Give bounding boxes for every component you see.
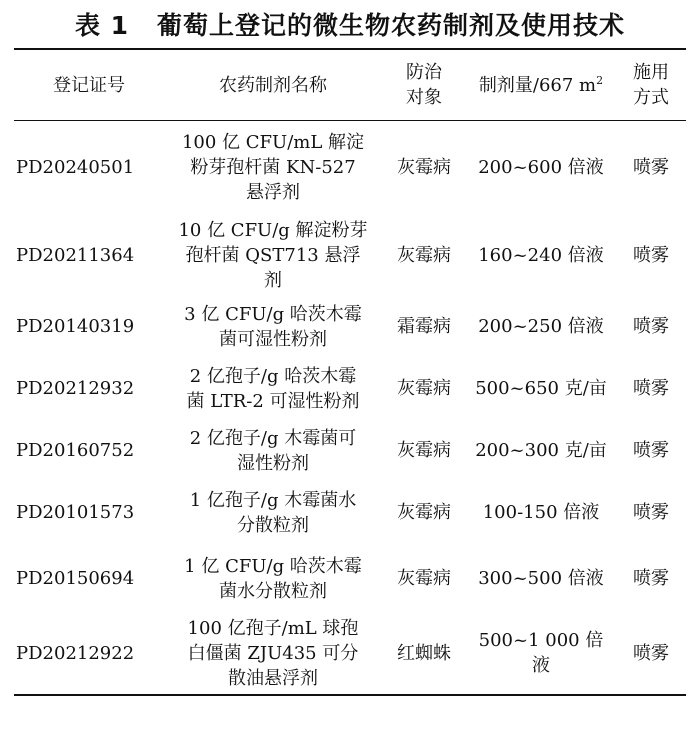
table-row bbox=[14, 297, 686, 357]
table-number: 表 1 bbox=[74, 11, 130, 40]
cell-dose bbox=[466, 297, 616, 357]
dose-line: 100-150 倍液 bbox=[482, 502, 600, 523]
formulation-line: 1 亿孢子/g 木霉菌水 bbox=[189, 489, 357, 511]
formulation-line: 分散粒剂 bbox=[237, 514, 309, 536]
table-row bbox=[14, 215, 686, 297]
cell-dose bbox=[466, 357, 616, 421]
table-row bbox=[14, 357, 686, 421]
cell-formulation bbox=[164, 613, 382, 695]
table-row bbox=[14, 121, 686, 215]
header-method-line1: 施用 bbox=[633, 62, 669, 83]
formulation-line: 粉芽孢杆菌 KN-527 bbox=[190, 157, 356, 179]
table-row bbox=[14, 545, 686, 613]
cell-reg-no: PD20150694 bbox=[16, 568, 135, 589]
header-dose-text: 制剂量/667 m bbox=[478, 74, 597, 96]
cell-formulation bbox=[164, 481, 382, 545]
dose-line: 200~300 克/亩 bbox=[475, 440, 607, 461]
formulation-line: 2 亿孢子/g 哈茨木霉 bbox=[189, 365, 357, 387]
table-title: 葡萄上登记的微生物农药制剂及使用技术 bbox=[157, 11, 626, 40]
cell-formulation bbox=[164, 121, 382, 215]
formulation-line: 10 亿 CFU/g 解淀粉芽 bbox=[178, 220, 368, 241]
cell-method: 喷雾 bbox=[633, 642, 669, 664]
cell-reg-no: PD20160752 bbox=[16, 440, 135, 461]
table-row bbox=[14, 421, 686, 481]
cell-method: 喷雾 bbox=[633, 316, 669, 337]
dose-line: 300~500 倍液 bbox=[478, 568, 604, 589]
cell-target: 灰霉病 bbox=[397, 378, 451, 399]
cell-reg-no: PD20240501 bbox=[16, 157, 135, 179]
cell-reg-no: PD20140319 bbox=[16, 316, 135, 337]
header-target bbox=[382, 49, 466, 121]
cell-dose bbox=[466, 481, 616, 545]
table-row bbox=[14, 481, 686, 545]
cell-method: 喷雾 bbox=[633, 502, 669, 523]
header-row bbox=[14, 49, 686, 121]
formulation-line: 100 亿孢子/mL 球孢 bbox=[187, 617, 359, 639]
cell-method: 喷雾 bbox=[633, 378, 669, 399]
cell-formulation bbox=[164, 215, 382, 297]
header-formulation: 农药制剂名称 bbox=[219, 74, 327, 96]
cell-dose bbox=[466, 421, 616, 481]
cell-target: 红蜘蛛 bbox=[397, 642, 451, 664]
cell-reg-no: PD20212932 bbox=[16, 378, 135, 399]
dose-line: 500~1 000 倍 bbox=[478, 630, 604, 651]
formulation-line: 100 亿 CFU/mL 解淀 bbox=[181, 132, 365, 154]
formulation-line: 菌可湿性粉剂 bbox=[219, 328, 327, 350]
header-target-line2: 对象 bbox=[406, 87, 442, 108]
cell-formulation bbox=[164, 297, 382, 357]
cell-target: 灰霉病 bbox=[397, 440, 451, 461]
cell-formulation bbox=[164, 357, 382, 421]
header-reg-no: 登记证号 bbox=[53, 74, 125, 96]
cell-reg-no: PD20101573 bbox=[16, 502, 135, 523]
formulation-line: 菌水分散粒剂 bbox=[219, 580, 327, 602]
formulation-line: 1 亿 CFU/g 哈茨木霉 bbox=[184, 555, 362, 577]
dose-line: 500~650 克/亩 bbox=[475, 378, 607, 399]
cell-target: 霜霉病 bbox=[397, 316, 451, 337]
header-target-line1: 防治 bbox=[406, 62, 442, 83]
cell-formulation bbox=[164, 421, 382, 481]
formulation-line: 菌 LTR-2 可湿性粉剂 bbox=[186, 390, 360, 412]
formulation-line: 剂 bbox=[264, 270, 282, 291]
cell-dose bbox=[466, 215, 616, 297]
cell-dose bbox=[466, 613, 616, 695]
cell-method: 喷雾 bbox=[633, 440, 669, 461]
table-body bbox=[14, 121, 686, 695]
table-caption bbox=[14, 0, 686, 48]
cell-reg-no: PD20211364 bbox=[16, 245, 135, 266]
table-row bbox=[14, 613, 686, 695]
header-method-line2: 方式 bbox=[633, 87, 669, 108]
pesticide-table bbox=[14, 48, 686, 696]
formulation-line: 孢杆菌 QST713 悬浮 bbox=[185, 245, 361, 266]
cell-target: 灰霉病 bbox=[397, 502, 451, 523]
formulation-line: 3 亿 CFU/g 哈茨木霉 bbox=[184, 303, 362, 325]
cell-dose bbox=[466, 121, 616, 215]
dose-line: 200~600 倍液 bbox=[478, 157, 604, 179]
dose-line: 160~240 倍液 bbox=[478, 245, 604, 266]
cell-method: 喷雾 bbox=[633, 157, 669, 179]
cell-method: 喷雾 bbox=[633, 568, 669, 589]
cell-target: 灰霉病 bbox=[397, 245, 451, 266]
cell-target: 灰霉病 bbox=[397, 157, 451, 179]
cell-dose bbox=[466, 545, 616, 613]
header-method bbox=[616, 49, 686, 121]
header-dose-sup: 2 bbox=[596, 73, 604, 87]
formulation-line: 2 亿孢子/g 木霉菌可 bbox=[189, 427, 357, 449]
cell-formulation bbox=[164, 545, 382, 613]
dose-line: 200~250 倍液 bbox=[478, 316, 604, 337]
formulation-line: 湿性粉剂 bbox=[237, 452, 309, 474]
cell-reg-no: PD20212922 bbox=[16, 642, 135, 664]
formulation-line: 白僵菌 ZJU435 可分 bbox=[187, 642, 359, 664]
header-dose bbox=[466, 49, 616, 121]
cell-target: 灰霉病 bbox=[397, 568, 451, 589]
formulation-line: 散油悬浮剂 bbox=[228, 667, 318, 689]
cell-method: 喷雾 bbox=[633, 245, 669, 266]
formulation-line: 悬浮剂 bbox=[246, 182, 300, 204]
dose-line: 液 bbox=[532, 655, 550, 676]
